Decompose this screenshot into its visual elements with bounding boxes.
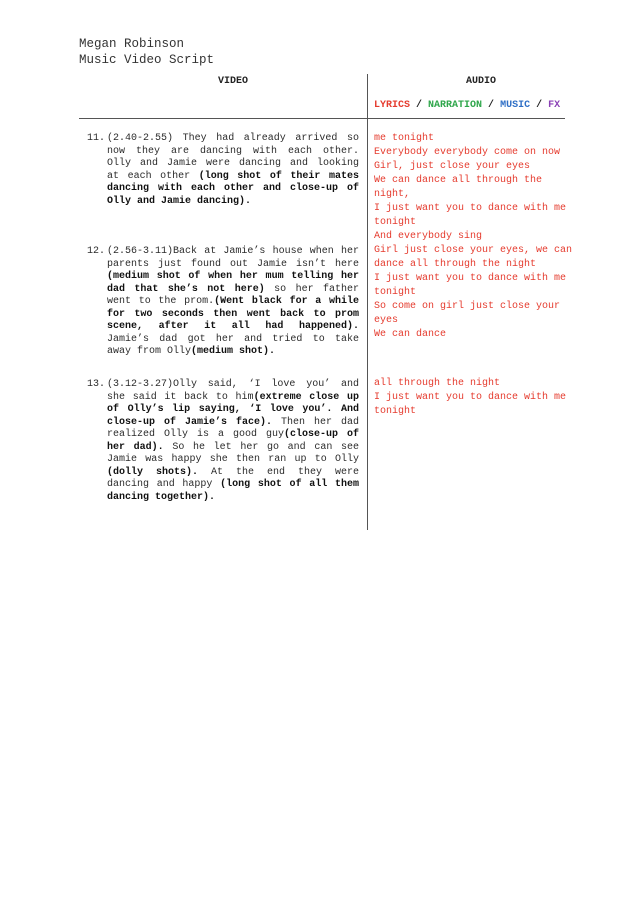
scene-number: 13.: [86, 379, 105, 390]
header-rule: [79, 118, 565, 119]
lyric-line: I just want you to dance with me tonight: [374, 392, 567, 417]
legend-narration: NARRATION: [428, 100, 483, 111]
scene-audio-lyrics: [374, 244, 584, 342]
legend-music: MUSIC: [500, 100, 531, 111]
shot-direction: (long shot of their mates dancing with each other and close-up of Olly and Jamie dancing).: [107, 170, 360, 207]
document-header: [79, 36, 214, 68]
lyric-line: Girl, just close your eyes: [374, 161, 531, 172]
lyric-line: I just want you to dance with me tonight: [374, 203, 567, 228]
audio-column-title: AUDIO: [466, 76, 497, 87]
lyric-line: all through the night: [374, 378, 501, 389]
lyric-line: I just want you to dance with me tonight: [374, 273, 567, 298]
lyric-line: And everybody sing: [374, 231, 483, 242]
scene-text: So he let her go and can see Jamie was happy she then ran up to Olly: [107, 441, 359, 465]
legend-separator: /: [482, 100, 501, 111]
audio-legend: [374, 100, 560, 111]
scene-video-description: [107, 379, 359, 504]
legend-separator: /: [530, 100, 549, 111]
scene-text: (2.56-3.11)Back at Jamie’s house when her parents just found out Jamie isn’t here: [107, 246, 359, 270]
shot-direction: (extreme close up of Olly’s lip saying, ‘I love you’. And close-up of Jamie’s face).: [107, 391, 359, 428]
scene-text: (3.12-3.27)Olly said, ‘I love you’ and she said it back to him: [107, 379, 359, 403]
legend-fx: FX: [548, 100, 561, 111]
shot-direction: (Went black for a while for two seconds then went back to prom scene, after it all had happened).: [107, 296, 359, 332]
shot-direction: (dolly shots).: [107, 466, 199, 478]
legend-lyrics: LYRICS: [374, 100, 411, 111]
scene-text: Jamie’s dad got her and tried to take away from Olly: [107, 333, 359, 357]
scene-video-description: [107, 246, 359, 359]
scene-number: 11.: [86, 133, 105, 144]
lyric-line: Everybody everybody come on now: [374, 147, 561, 158]
scene-number: 12.: [86, 246, 105, 257]
shot-direction: (long shot of all them dancing together).: [107, 479, 359, 503]
lyric-line: Girl just close your eyes, we can dance all through the night: [374, 245, 573, 270]
shot-direction: (medium shot).: [191, 346, 276, 357]
scene-video-description: [107, 133, 359, 208]
lyric-line: We can dance all through the night,: [374, 175, 543, 200]
scene-text: so her father went to the prom.: [107, 283, 359, 307]
shot-direction: (close-up of her dad).: [107, 429, 360, 453]
scene-text: Then her dad realized Olly is a good guy: [107, 416, 360, 440]
document-title: Music Video Script: [79, 53, 215, 67]
scene-audio-lyrics: [374, 377, 584, 419]
video-column-title: VIDEO: [218, 76, 249, 87]
scene-text: At the end they were dancing and happy: [107, 466, 359, 490]
scene-audio-lyrics: [374, 132, 584, 244]
legend-separator: /: [410, 100, 429, 111]
lyric-line: So come on girl just close your eyes: [374, 301, 561, 326]
lyric-line: We can dance: [374, 329, 447, 340]
author-name: Megan Robinson: [79, 37, 185, 51]
scene-text: (2.40-2.55) They had already arrived so now they are dancing with each other. Olly and Jamie were dancing and looking at each other: [107, 133, 359, 182]
lyric-line: me tonight: [374, 133, 435, 144]
column-divider: [367, 74, 368, 530]
shot-direction: (medium shot of when her mum telling her dad that she’s not here): [107, 271, 359, 295]
